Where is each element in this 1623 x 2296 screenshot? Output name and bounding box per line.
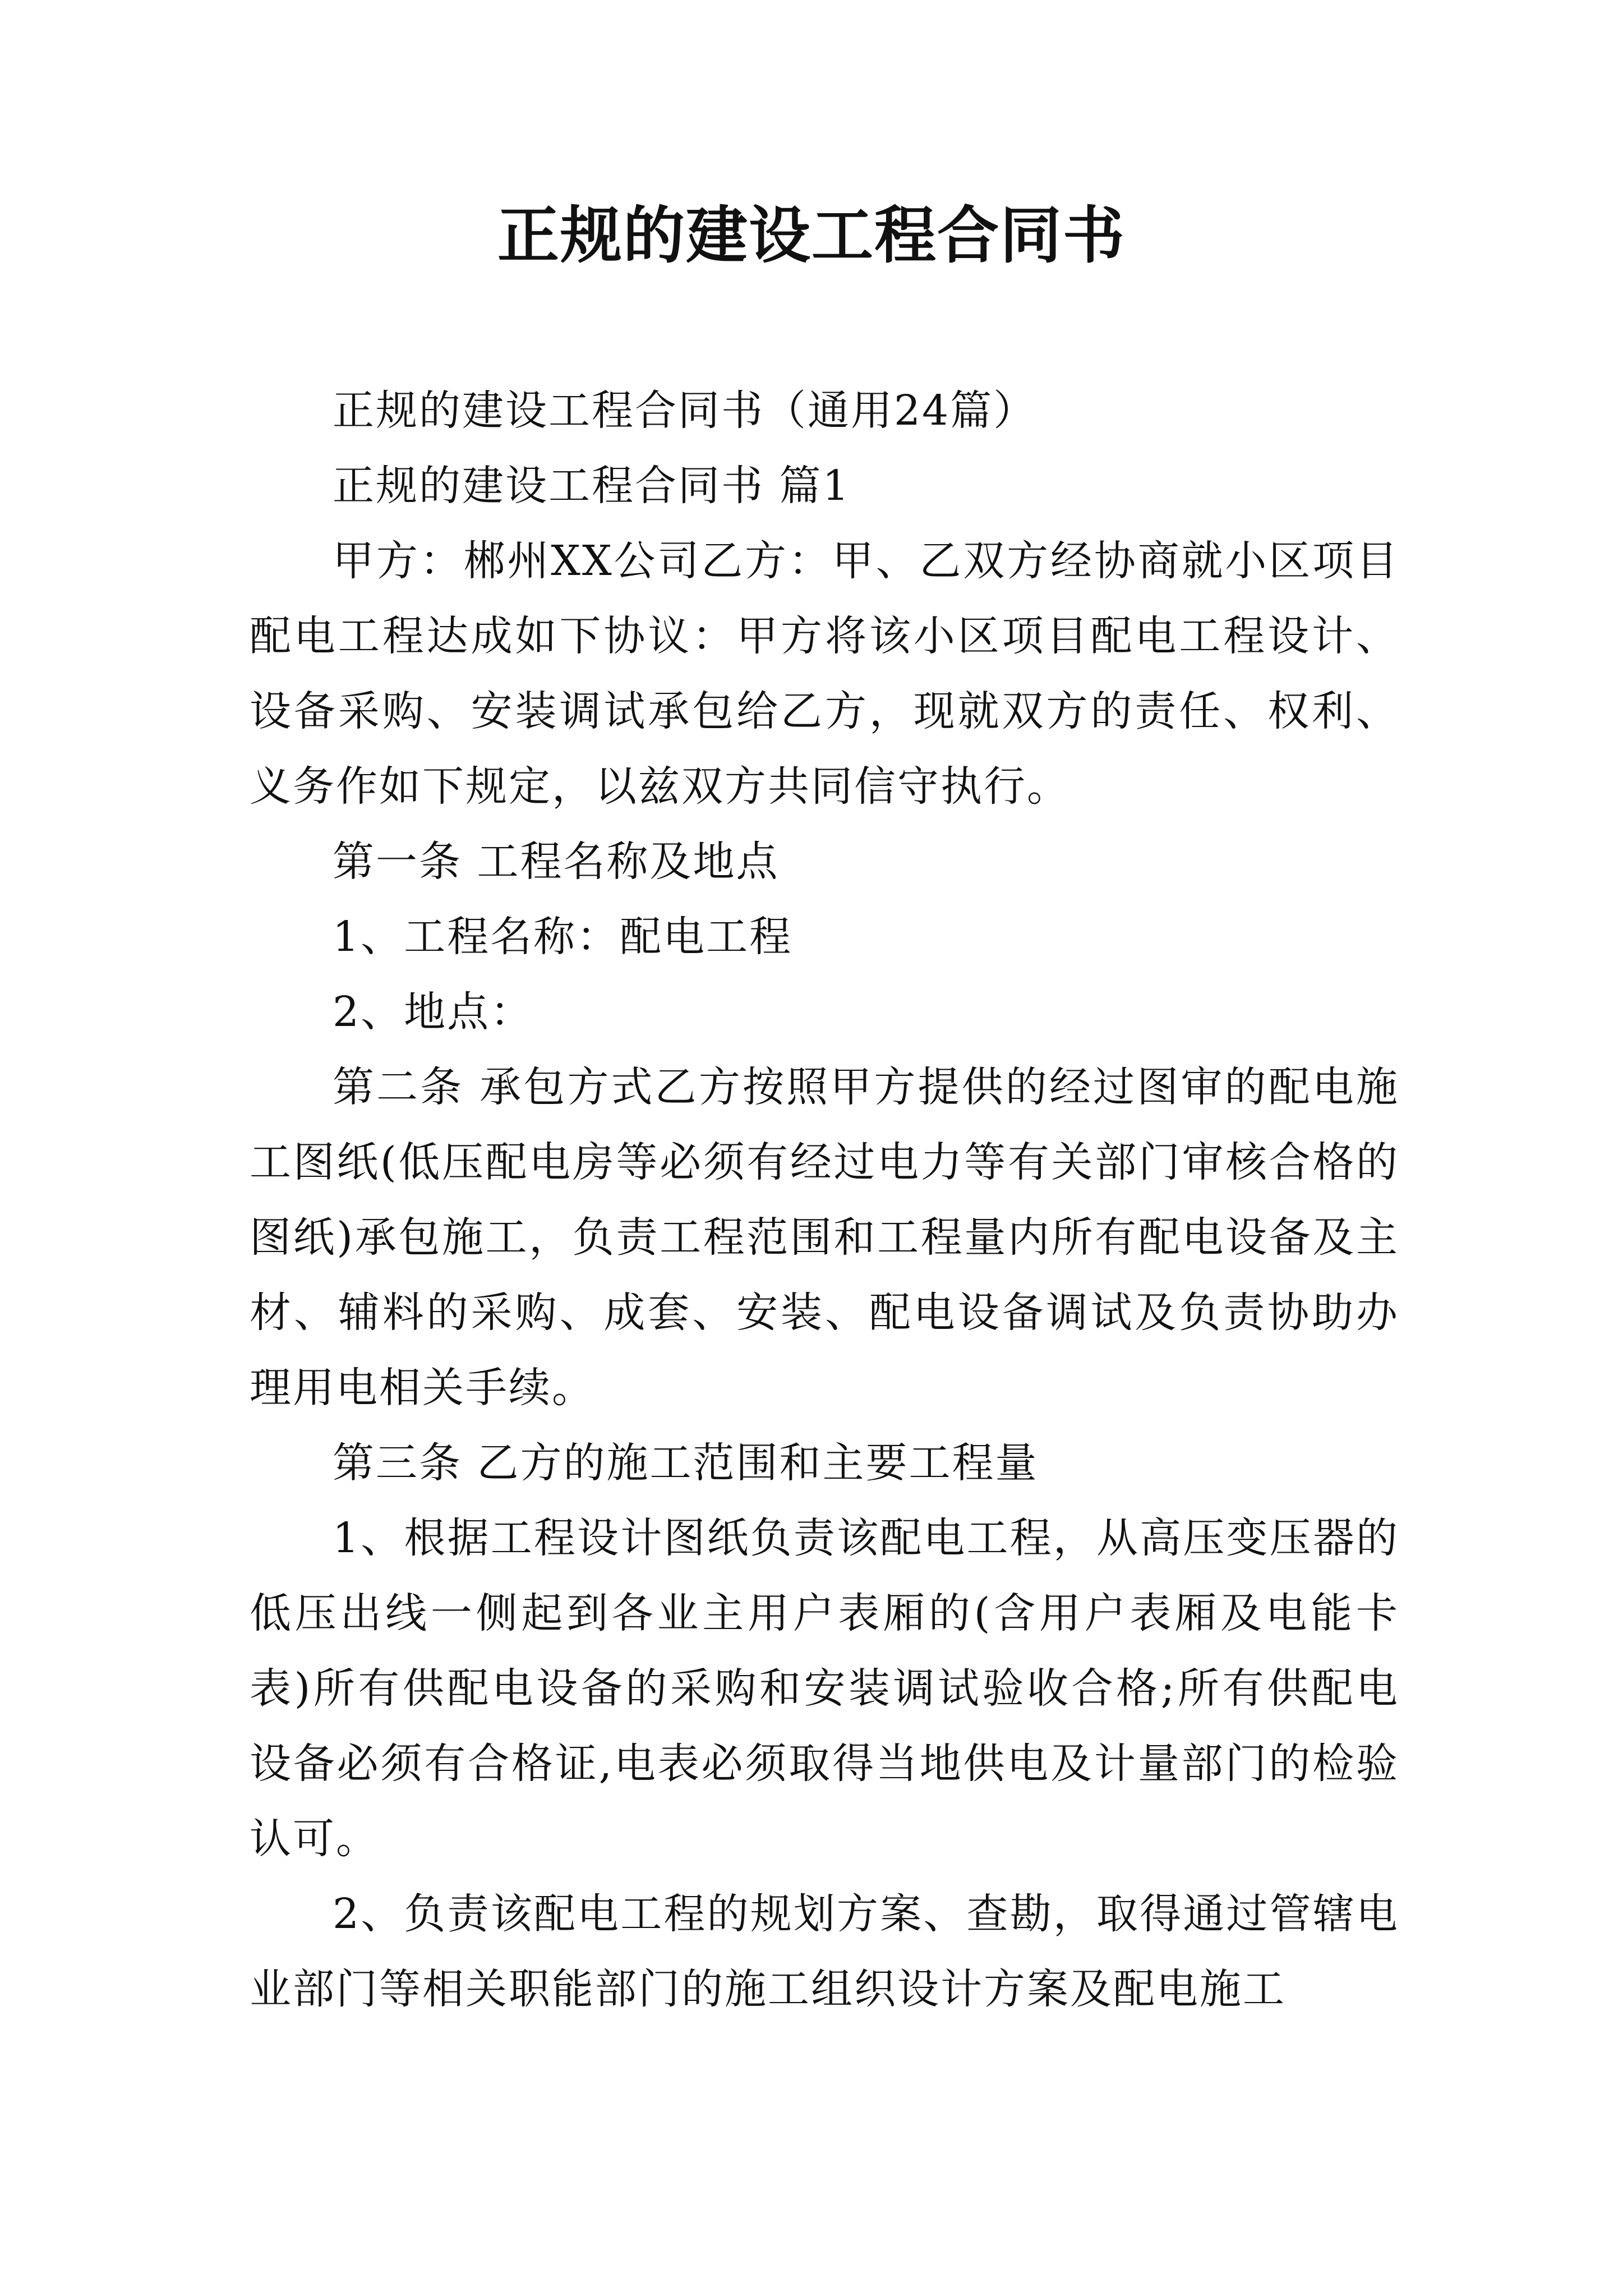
paragraph: 2、地点： bbox=[333, 988, 534, 1036]
paragraph: 甲方：郴州XX公司乙方：甲、乙双方经协商就小区项目配电工程达成如下协议：甲方将该小区项目配电工程设计、设备采购、安装调试承包给乙方，现就双方的责任、权利、义务作如下规定，以兹双方共同信守执行。 bbox=[250, 537, 1399, 811]
paragraph: 第二条 承包方式乙方按照甲方提供的经过图审的配电施工图纸(低压配电房等必须有经过电力等有关部门审核合格的图纸)承包施工，负责工程范围和工程量内所有配电设备及主材、辅料的采购、成套、安装、配电设备调试及负责协助办理用电相关手续。 bbox=[250, 1063, 1399, 1412]
paragraph: 1、根据工程设计图纸负责该配电工程，从高压变压器的低压出线一侧起到各业主用户表厢的(含用户表厢及电能卡表)所有供配电设备的采购和安装调试验收合格;所有供配电设备必须有合格证,电表必须取得当地供电及计量部门的检验认可。 bbox=[250, 1514, 1399, 1863]
document-body bbox=[250, 373, 1399, 2027]
document-title: 正规的建设工程合同书 bbox=[497, 199, 1126, 272]
paragraph: 正规的建设工程合同书 篇1 bbox=[333, 462, 851, 510]
paragraph: 第三条 乙方的施工范围和主要工程量 bbox=[333, 1439, 1039, 1487]
paragraph: 第一条 工程名称及地点 bbox=[333, 838, 780, 886]
paragraph: 正规的建设工程合同书（通用24篇） bbox=[333, 386, 1037, 435]
paragraph: 2、负责该配电工程的规划方案、查勘，取得通过管辖电业部门等相关职能部门的施工组织设计方案及配电施工 bbox=[250, 1890, 1399, 2013]
paragraph: 1、工程名称：配电工程 bbox=[333, 913, 793, 961]
